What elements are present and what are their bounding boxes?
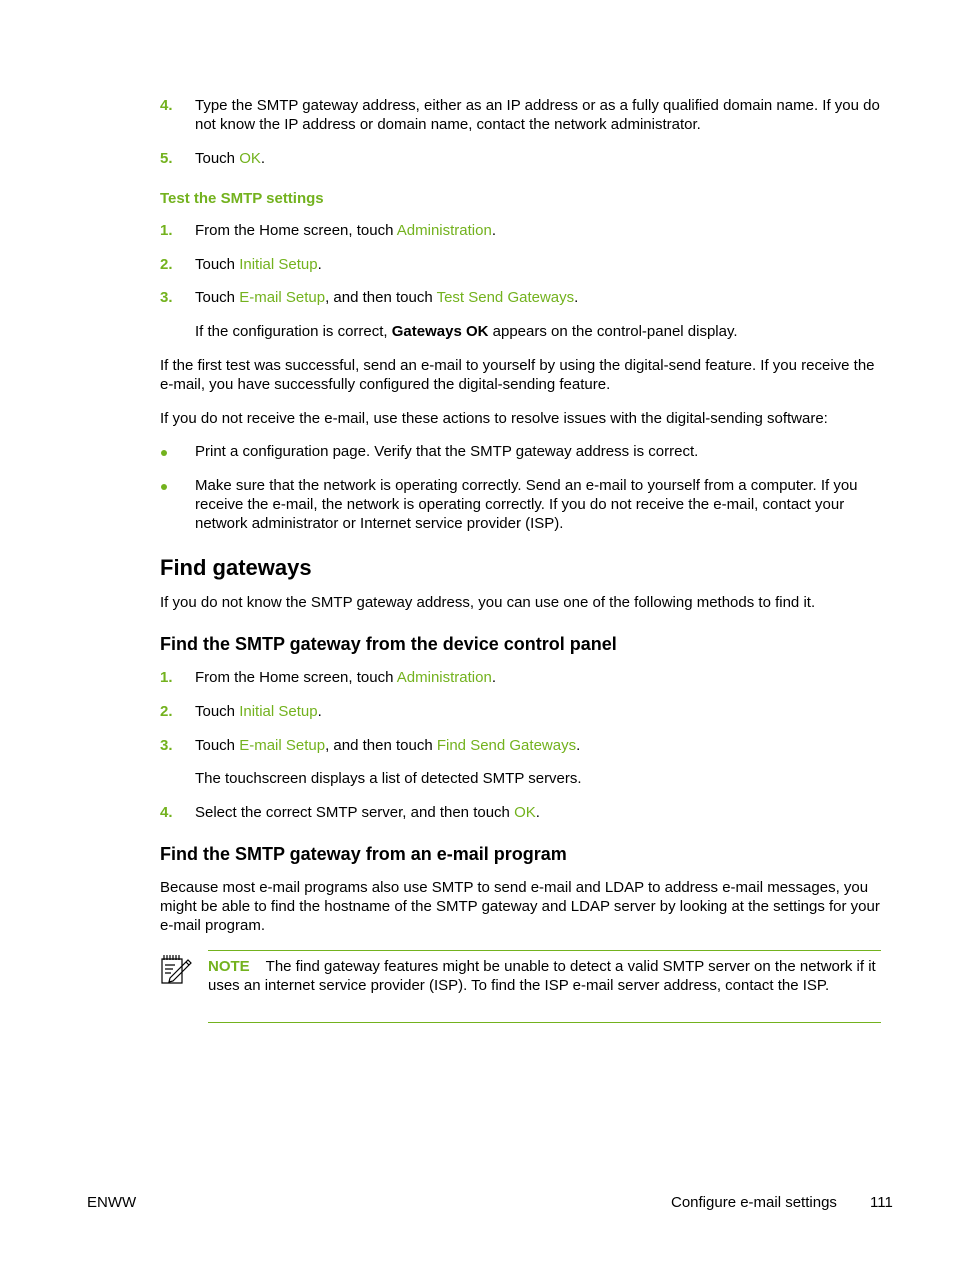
body-paragraph: If you do not receive the e-mail, use these actions to resolve issues with the digital-sending software:: [160, 410, 828, 427]
step-text-part: .: [491, 669, 496, 686]
step-text-part: Touch: [195, 737, 240, 754]
section-heading: Find gateways: [160, 555, 312, 580]
subsection-heading: Find the SMTP gateway from an e-mail program: [160, 844, 567, 864]
step-number: 4.: [160, 804, 173, 821]
step-number: 1.: [160, 669, 173, 686]
ui-term-test-send-gateways: Test Send Gateways: [436, 289, 575, 306]
step-text-part: .: [317, 256, 322, 273]
step-text-part: , and then touch: [325, 289, 437, 306]
step-text-part: Select the correct SMTP server, and then touch: [195, 804, 515, 821]
page-number: 111: [870, 1194, 893, 1211]
ui-term-ok: OK: [239, 150, 261, 167]
note-label: NOTE: [208, 958, 250, 975]
note-icon: [160, 953, 194, 987]
step-text: [195, 288, 885, 307]
step-text-part: Touch: [195, 150, 240, 167]
step-text-part: From the Home screen, touch: [195, 222, 397, 239]
step-text: [195, 702, 885, 721]
ui-term-administration: Administration: [396, 222, 492, 239]
step-result-text: The touchscreen displays a list of detected SMTP servers.: [195, 770, 582, 787]
step-text: [195, 803, 885, 822]
footer-section: Configure e-mail settings: [671, 1194, 837, 1211]
bullet-text: Make sure that the network is operating correctly. Send an e-mail to yourself from a computer. If you receive the e-mail, the network is operating correctly. If you do not receive the e-mail, contact your network administrator or Internet service provider (ISP).: [195, 477, 858, 532]
ui-term-email-setup: E-mail Setup: [239, 289, 326, 306]
step-text-part: .: [574, 289, 579, 306]
ui-term-initial-setup: Initial Setup: [239, 703, 318, 720]
step-text-part: Touch: [195, 256, 240, 273]
body-paragraph: If you do not know the SMTP gateway address, you can use one of the following methods to find it.: [160, 594, 816, 611]
ui-term-find-send-gateways: Find Send Gateways: [436, 737, 577, 754]
step-text: [195, 221, 885, 240]
bullet-icon: [161, 484, 167, 490]
step-number: 2.: [160, 703, 173, 720]
bullet-icon: [161, 450, 167, 456]
note-top-rule: [208, 950, 881, 951]
ui-term-ok: OK: [514, 804, 536, 821]
step-text-part: appears on the control-panel display.: [488, 323, 738, 340]
step-number: 3.: [160, 289, 173, 306]
step-number: 1.: [160, 222, 173, 239]
step-result-text: [195, 322, 885, 341]
step-text: Type the SMTP gateway address, either as an IP address or as a fully qualified domain name. If you do not know the IP address or domain name, contact the network administrator.: [195, 97, 880, 133]
footer-left: ENWW: [87, 1194, 137, 1211]
step-text: [195, 736, 885, 755]
note-text: [208, 957, 883, 995]
body-paragraph: If the first test was successful, send an e-mail to yourself by using the digital-send feature. If you receive the e-mail, you have successfully configured the digital-sending feature.: [160, 357, 875, 393]
section-subheading: Test the SMTP settings: [160, 190, 324, 207]
bullet-text: Print a configuration page. Verify that the SMTP gateway address is correct.: [195, 443, 699, 460]
step-text-part: .: [535, 804, 540, 821]
step-text-part: , and then touch: [325, 737, 437, 754]
step-text-part: Touch: [195, 703, 240, 720]
ui-term-email-setup: E-mail Setup: [239, 737, 326, 754]
step-text-part: .: [576, 737, 581, 754]
step-number: 2.: [160, 256, 173, 273]
ui-term-initial-setup: Initial Setup: [239, 256, 318, 273]
step-text-part: If the configuration is correct,: [195, 323, 392, 340]
step-text: [195, 255, 885, 274]
step-text-part: From the Home screen, touch: [195, 669, 397, 686]
step-text-part: Touch: [195, 289, 240, 306]
step-number: 4.: [160, 97, 173, 114]
subsection-heading: Find the SMTP gateway from the device control panel: [160, 634, 617, 654]
step-text-part: .: [491, 222, 496, 239]
ui-term-administration: Administration: [396, 669, 492, 686]
step-text-part: .: [317, 703, 322, 720]
note-bottom-rule: [208, 1022, 881, 1023]
step-text: [195, 668, 885, 687]
step-number: 5.: [160, 150, 173, 167]
note-body: The find gateway features might be unable to detect a valid SMTP server on the network if it uses an internet service provider (ISP). To find the ISP e-mail server address, contact the ISP.: [208, 958, 876, 994]
step-text-part: .: [260, 150, 266, 167]
display-message: Gateways OK: [391, 323, 489, 340]
step-number: 3.: [160, 737, 173, 754]
body-paragraph: Because most e-mail programs also use SMTP to send e-mail and LDAP to address e-mail messages, you might be able to find the hostname of the SMTP gateway and LDAP server by looking at the settings for your e-mail program.: [160, 879, 880, 934]
step-text: [195, 149, 885, 168]
